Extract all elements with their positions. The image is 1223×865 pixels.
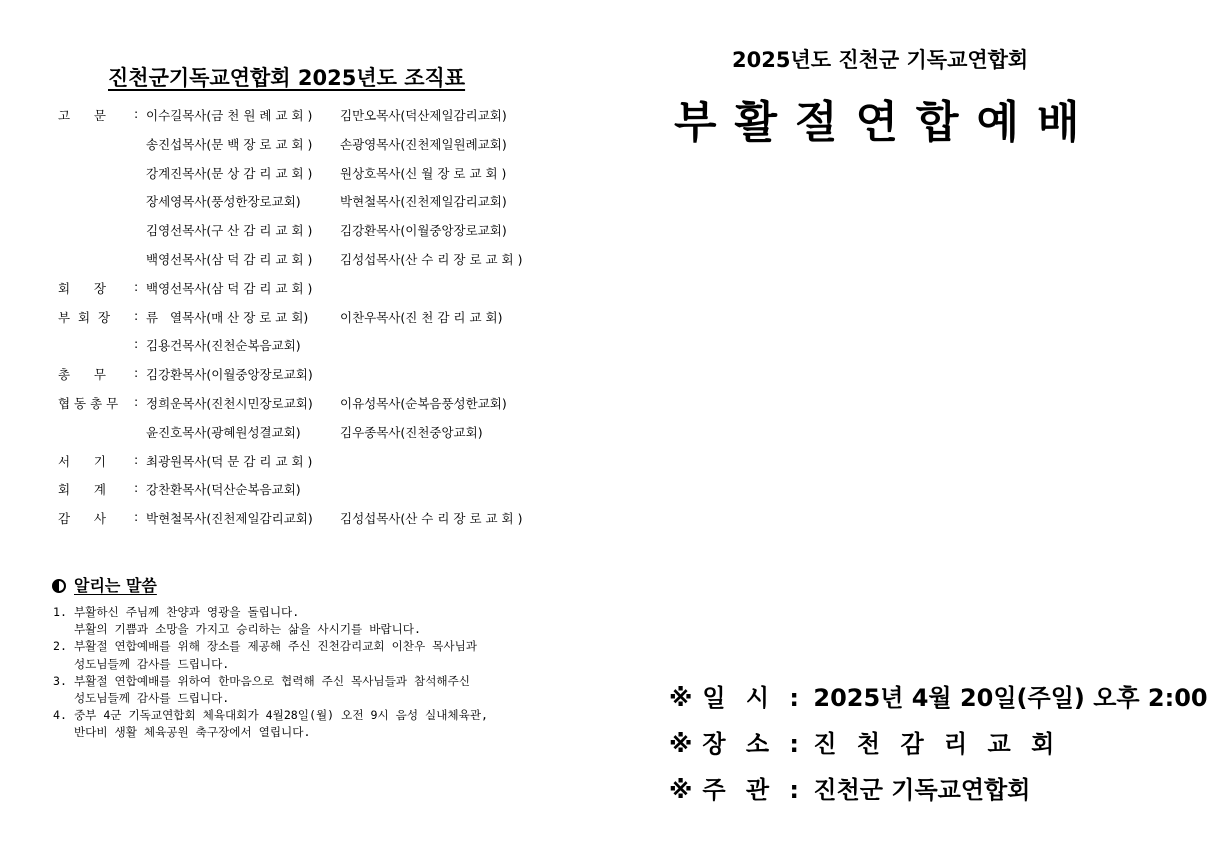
notice-line: 성도님들께 감사를 드립니다. [53, 691, 230, 706]
org-colon: : [134, 393, 139, 409]
notice-line: 1. 부활하신 주님께 찬양과 영광을 돌립니다. [53, 605, 300, 619]
org-role: 회 계 [58, 482, 106, 498]
org-pastor-1: 김강환목사(이월중앙장로교회) [146, 367, 313, 383]
org-role: 협 동 총 무 [58, 395, 119, 411]
left-page [0, 0, 610, 865]
notice-heading-text: 알리는 말씀 [74, 576, 157, 595]
org-role: 서 기 [58, 453, 106, 469]
notice-heading [52, 573, 157, 596]
notice-line: 2. 부활절 연합예배를 위해 장소를 제공해 주신 진천감리교회 이찬우 목사님과 [53, 639, 477, 654]
org-role: 부 회 장 [58, 309, 111, 325]
org-pastor-2: 김성섭목사(산 수 리 장 로 교 회 ) [340, 251, 523, 267]
org-pastor-2: 김우종목사(진천중앙교회) [340, 424, 483, 440]
org-chart-title: 진천군기독교연합회 2025년도 조직표 [108, 66, 466, 90]
half-circle-icon [52, 579, 66, 593]
org-pastor-1: 류 열목사(매 산 장 로 교 회) [146, 309, 309, 325]
org-colon: : [134, 307, 139, 323]
right-page [612, 0, 1223, 865]
cover-subtitle: 2025년도 진천군 기독교연합회 [732, 48, 1029, 72]
org-pastor-1: 정희운목사(진천시민장로교회) [146, 395, 313, 411]
notice-list [53, 604, 488, 742]
reference-mark-icon: ※ [669, 730, 693, 758]
notice-line: 반다비 생활 체육공원 축구장에서 열립니다. [53, 725, 311, 740]
org-pastor-1: 백영선목사(삼 덕 감 리 교 회 ) [146, 280, 313, 296]
org-pastor-1: 강계진목사(문 상 감 리 교 회 ) [146, 165, 313, 181]
org-role: 감 사 [58, 511, 106, 527]
org-colon: : [134, 451, 139, 467]
notice-line: 부활의 기쁨과 소망을 가지고 승리하는 삶을 사시기를 바랍니다. [53, 622, 421, 637]
date-label: 일 시 : [702, 684, 806, 712]
cover-title: 부활절연합예배 [674, 97, 1098, 148]
org-pastor-1: 송진섭목사(문 백 장 로 교 회 ) [146, 136, 313, 152]
org-role: 회 장 [58, 280, 106, 296]
org-pastor-2: 손광영목사(진천제일원례교회) [340, 136, 507, 152]
org-pastor-2: 이찬우목사(진 천 감 리 교 회) [340, 309, 503, 325]
org-pastor-1: 최광원목사(덕 문 감 리 교 회 ) [146, 453, 313, 469]
org-colon: : [134, 106, 139, 121]
notice-line: 3. 부활절 연합예배를 위하여 한마음으로 협력해 주신 목사님들과 참석해주신 [53, 673, 470, 688]
host-value: 진천군 기독교연합회 [813, 776, 1031, 804]
date-value: 2025년 4월 20일(주일) 오후 2:00 [813, 684, 1208, 712]
org-role: 총 무 [58, 367, 106, 383]
org-pastor-2: 김성섭목사(산 수 리 장 로 교 회 ) [340, 511, 523, 527]
org-pastor-1: 백영선목사(삼 덕 감 리 교 회 ) [146, 251, 313, 267]
date-line [669, 678, 1208, 713]
org-colon: : [134, 336, 139, 352]
notice-line: 성도님들께 감사를 드립니다. [53, 656, 230, 671]
org-pastor-2: 원상호목사(신 월 장 로 교 회 ) [340, 165, 507, 181]
org-colon: : [134, 365, 139, 381]
org-pastor-2: 김강환목사(이월중앙장로교회) [340, 223, 507, 239]
org-pastor-1: 장세영목사(풍성한장로교회) [146, 194, 301, 210]
org-colon: : [134, 480, 139, 496]
org-pastor-1: 강찬환목사(덕산순복음교회) [146, 482, 301, 498]
notice-line: 4. 중부 4군 기독교연합회 체육대회가 4월28일(월) 오전 9시 음성 실내체육관, [53, 708, 489, 723]
place-value: 진 천 감 리 교 회 [813, 730, 1061, 758]
place-label: 장 소 : [702, 730, 806, 758]
org-pastor-1: 김용건목사(진천순복음교회) [146, 338, 301, 354]
org-pastor-2: 김만오목사(덕산제일감리교회) [340, 108, 507, 123]
org-pastor-1: 김영선목사(구 산 감 리 교 회 ) [146, 223, 313, 239]
org-pastor-1: 윤진호목사(광혜원성결교회) [146, 424, 301, 440]
org-role: 고 문 [58, 108, 106, 123]
reference-mark-icon: ※ [669, 684, 693, 712]
org-colon: : [134, 509, 139, 525]
org-pastor-1: 이수길목사(금 천 원 례 교 회 ) [146, 108, 313, 123]
host-label: 주 관 : [702, 776, 806, 804]
org-pastor-1: 박현철목사(진천제일감리교회) [146, 511, 313, 527]
org-pastor-2: 이유성목사(순복음풍성한교회) [340, 395, 507, 411]
host-line [669, 770, 1030, 805]
reference-mark-icon: ※ [669, 776, 693, 804]
org-pastor-2: 박현철목사(진천제일감리교회) [340, 194, 507, 210]
org-colon: : [134, 278, 139, 294]
place-line [669, 724, 1060, 759]
